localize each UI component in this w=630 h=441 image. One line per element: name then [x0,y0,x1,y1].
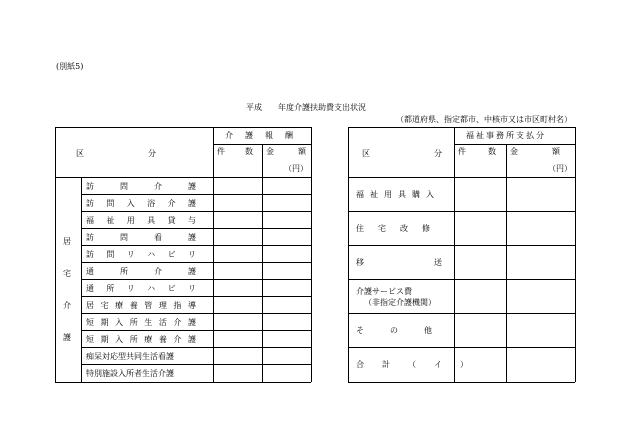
left-row-label: 短 期 入 所 療 養 介 護 [86,334,196,344]
left-row-label: 短 期 入 所 生 活 介 護 [86,317,196,327]
page-title: 平成 年度介護扶助費支出状況 [246,103,366,112]
left-row-label: 福 祉 用 具 貸 与 [86,215,196,225]
row-text: 訪 問 介 護 [86,181,196,191]
left-category-header: 区 分 [76,149,156,158]
form-label: (別紙5) [56,62,84,71]
left-row-label: 訪 問 看 護 [86,232,196,242]
right-row-label: その他 [356,326,458,335]
right-row-label: 福祉用具購入 [356,190,440,199]
left-row-label: 訪 問 リ ハ ビ リ [86,249,196,259]
right-group-header: 福祉事務所支払分 [466,131,546,140]
left-row-label: 通 所 リ ハ ビ リ [86,283,196,293]
left-row-label: 居 宅 療 養 管 理 指 導 [86,300,196,310]
right-row-sublabel: （非指定介護機関） [364,298,436,307]
left-row-label: 特別施設入所者生活介護 [86,368,174,378]
left-row-label: 痴呆対応型共同生活看護 [86,351,174,361]
right-amount-header: 金額 [510,147,594,156]
right-amount-unit: （円） [548,164,572,173]
right-category-header: 区 分 [362,149,442,158]
left-amount-header: 金額 [266,147,330,156]
left-row-label [86,178,208,194]
left-count-header: 件数 [217,147,273,156]
group-label-kyotaku-kaigo: 居宅介護 [63,237,71,342]
right-row-label: 移送 [356,258,512,267]
left-row-label: 訪 問 入 浴 介 護 [86,198,196,208]
right-row-label: 住宅改修 [356,224,444,233]
right-row-label: 介護サービス費 [356,287,412,296]
right-count-header: 件数 [458,147,518,156]
left-row-label: 通 所 介 護 [86,266,196,276]
page-subtitle: （都道府県、指定都市、中核市又は市区町村名） [396,115,572,124]
right-row-label: 合計（イ） [356,360,486,369]
left-amount-unit: （円） [284,164,308,173]
left-group-header: 介護報酬 [225,131,305,140]
